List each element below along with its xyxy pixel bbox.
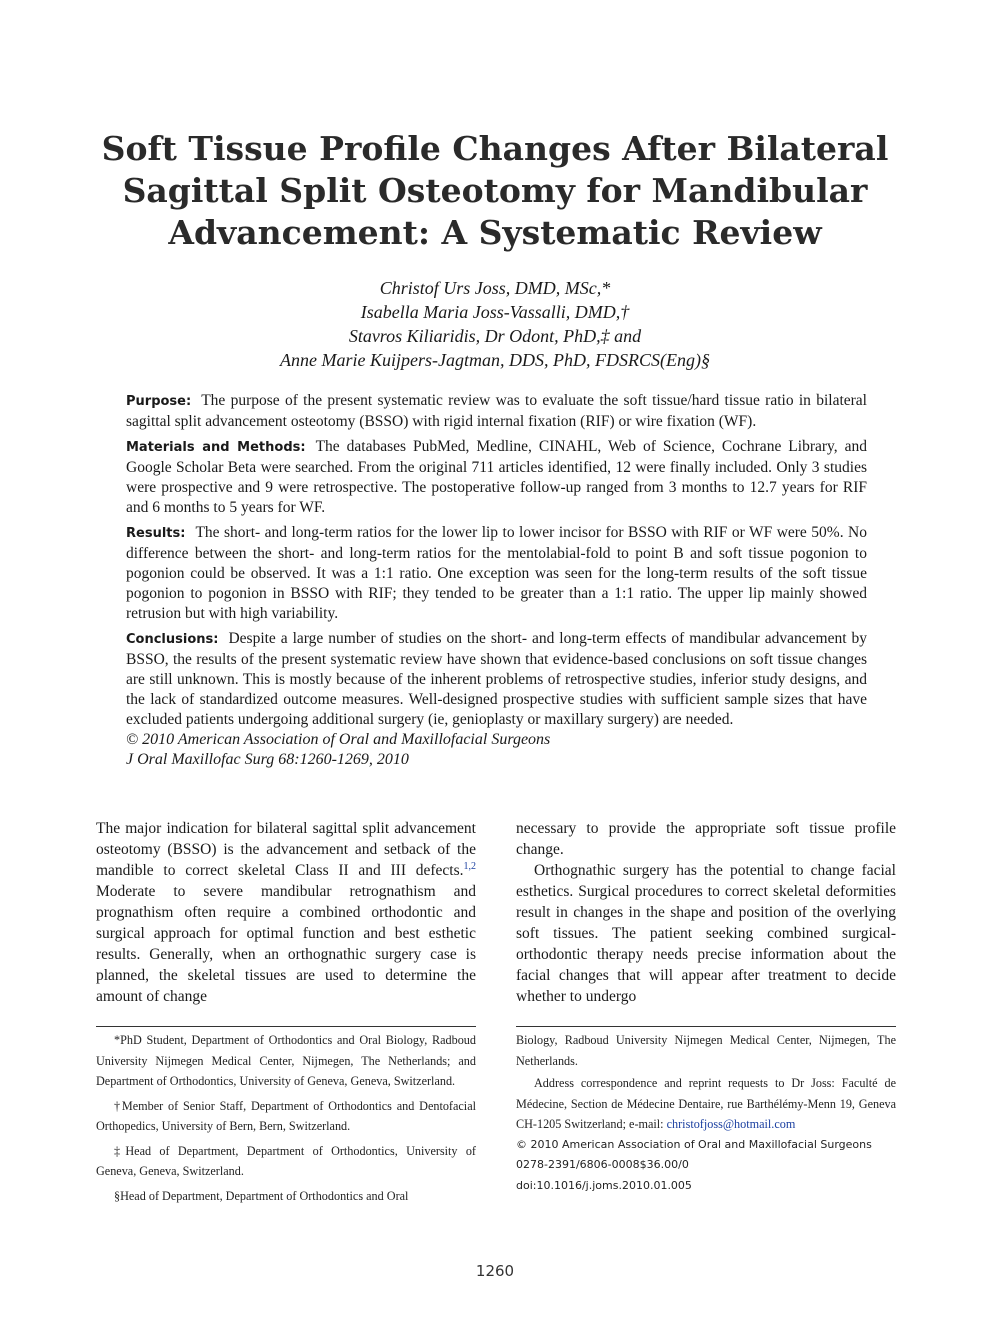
- abstract-purpose: [126, 391, 867, 432]
- footnote-divider: [516, 1026, 896, 1027]
- title-line: Advancement: A Systematic Review: [168, 213, 822, 252]
- email-link[interactable]: christofjoss@hotmail.com: [666, 1117, 796, 1131]
- correspondence-address: [516, 1073, 896, 1135]
- methods-text: The databases PubMed, Medline, CINAHL, Web of Science, Cochrane Library, and Google Scholar Beta were searched. From the original 711 articles identified, 12 were finally included. Only 3 studies were prospective and 9 were retrospective. The postoperative follow-up ranged from 3 months to 12.7 years for RIF and 6 months to 5 years for WF.: [126, 438, 867, 516]
- body-text: Moderate to severe mandibular retrognathism and prognathism often require a combined orthodontic and surgical approach for optimal function and best esthetic results. Generally, when an orthognathic surgery case is planned, the skeletal tissues are used to determine the amount of change: [96, 883, 476, 1005]
- conclusions-heading: Conclusions:: [126, 632, 219, 647]
- body-paragraph: Orthognathic surgery has the potential to change facial esthetics. Surgical procedures to correct skeletal deformities result in changes in the shape and position of the overlying soft tissues. The patient seeking combined surgical-orthodontic therapy needs precise information about the facial changes that will appear after treatment to decide whether to undergo: [516, 862, 896, 1005]
- title-line: Sagittal Split Osteotomy for Mandibular: [122, 171, 868, 210]
- author: Stavros Kiliaridis, Dr Odont, PhD,‡ and: [348, 326, 642, 346]
- footnote: †Member of Senior Staff, Department of Orthodontics and Dentofacial Orthopedics, University of Bern, Bern, Switzerland.: [96, 1098, 476, 1133]
- journal-citation: J Oral Maxillofac Surg 68:1260-1269, 2010: [126, 751, 409, 768]
- abstract-results: [126, 523, 867, 624]
- body-paragraph: necessary to provide the appropriate soft tissue profile change.: [516, 820, 896, 858]
- title-line: Soft Tissue Profile Changes After Bilateral: [101, 129, 889, 168]
- footnote: Biology, Radboud University Nijmegen Medical Center, Nijmegen, The Netherlands.: [516, 1033, 896, 1068]
- purpose-text: The purpose of the present systematic review was to evaluate the soft tissue/hard tissue ratio in bilateral sagittal split advancement osteotomy (BSSO) with rigid internal fixation (RIF) or wire fixation (WF).: [126, 392, 867, 430]
- author: Christof Urs Joss, DMD, MSc,*: [379, 278, 611, 298]
- author-list: [60, 276, 930, 372]
- results-heading: Results:: [126, 526, 186, 541]
- footnotes-right: [516, 1030, 896, 1196]
- issn: 0278-2391/6806-0008$36.00/0: [516, 1158, 689, 1171]
- body-column-right: [516, 818, 896, 1007]
- abstract-methods: [126, 437, 867, 518]
- footnote-copyright: © 2010 American Association of Oral and Maxillofacial Surgeons: [516, 1137, 872, 1151]
- abstract: [126, 391, 867, 770]
- author: Isabella Maria Joss-Vassalli, DMD,†: [360, 302, 630, 322]
- abstract-copyright: © 2010 American Association of Oral and Maxillofacial Surgeons: [126, 731, 551, 748]
- conclusions-text: Despite a large number of studies on the short- and long-term effects of mandibular advancement by BSSO, the results of the present systematic review have shown that evidence-based conclusions on soft tissue changes are still unknown. This is mostly because of the inherent problems of retrospective studies, inferior study designs, and the lack of standardized outcome measures. Well-designed prospective studies with sufficient sample sizes that have excluded patients undergoing additional surgery (ie, genioplasty or maxillary surgery) are needed.: [126, 630, 867, 728]
- page-number: 1260: [475, 1262, 515, 1280]
- body-text: The major indication for bilateral sagittal split advancement osteotomy (BSSO) is the advancement and setback of the mandible to correct skeletal Class II and III defects.: [96, 820, 476, 879]
- footnote-divider: [96, 1026, 476, 1027]
- footnote: ‡Head of Department, Department of Orthodontics, University of Geneva, Geneva, Switzerland.: [96, 1143, 476, 1178]
- doi: doi:10.1016/j.joms.2010.01.005: [516, 1178, 692, 1192]
- abstract-conclusions: [126, 629, 867, 730]
- address-text: Address correspondence and reprint requests to Dr Joss: Faculté de Médecine, Section de Médecine Dentaire, rue Barthélémy-Menn 19, Geneva CH-1205 Switzerland; e-mail:: [516, 1076, 896, 1131]
- purpose-heading: Purpose:: [126, 394, 192, 409]
- reference-link[interactable]: 1,2: [463, 860, 476, 872]
- article-title: [60, 128, 930, 254]
- results-text: The short- and long-term ratios for the lower lip to lower incisor for BSSO with RIF or WF were 50%. No difference between the short- and long-term ratios for the mentolabial-fold to point B and soft tissue pogonion to pogonion could be observed. It was a 1:1 ratio. One exception was seen for the long-term results of the soft tissue pogonion to pogonion in BSSO with RIF; they tended to be greater than a 1:1 ratio. The upper lip mainly showed retrusion but with high variability.: [126, 524, 867, 622]
- methods-heading: Materials and Methods:: [126, 440, 306, 455]
- footnotes-left: [96, 1030, 476, 1206]
- footnote: §Head of Department, Department of Orthodontics and Oral: [114, 1188, 409, 1203]
- body-column-left: [96, 818, 476, 1007]
- author: Anne Marie Kuijpers-Jagtman, DDS, PhD, FDSRCS(Eng)§: [280, 350, 710, 370]
- footnote: *PhD Student, Department of Orthodontics and Oral Biology, Radboud University Nijmegen Medical Center, Nijmegen, The Netherlands; and Department of Orthodontics, University of Geneva, Geneva, Switzerland.: [96, 1033, 476, 1088]
- body-paragraph: [96, 818, 476, 1007]
